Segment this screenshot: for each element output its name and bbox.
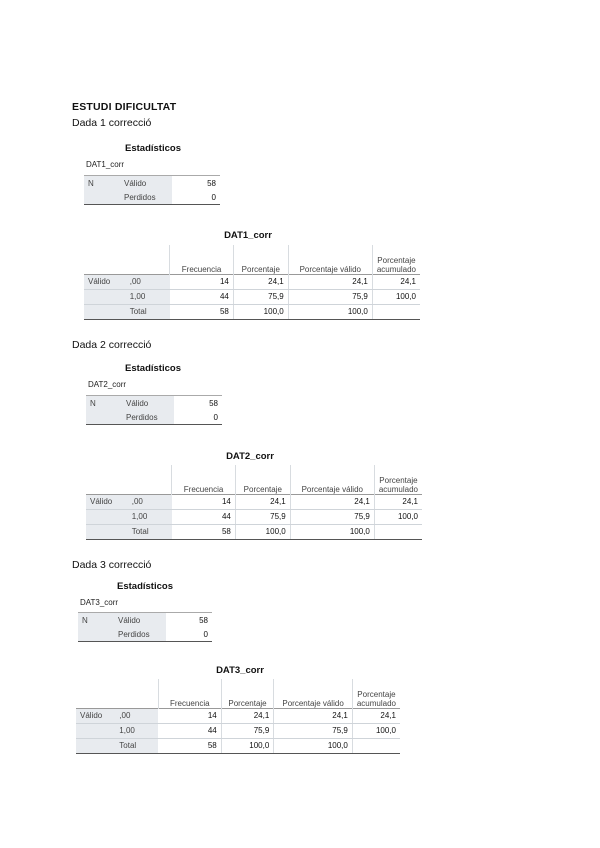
freq-header-row [84, 245, 420, 274]
header-porcentaje-valido: Porcentaje válido [290, 465, 374, 494]
cell-porcentaje-acumulado [352, 738, 400, 753]
stats-valid-value: 58 [166, 613, 212, 628]
stats-missing-label: Perdidos [122, 410, 174, 425]
cell-porcentaje: 75,9 [235, 509, 290, 524]
stats-missing-label: Perdidos [120, 190, 172, 205]
section-1-label: Dada 1 correcció [72, 117, 152, 129]
cell-porcentaje: 100,0 [233, 304, 288, 319]
section-2-freq-table [86, 465, 422, 540]
row-category: 1,00 [115, 723, 158, 738]
cell-porcentaje-valido: 24,1 [290, 494, 374, 509]
cell-porcentaje-acumulado [372, 304, 420, 319]
cell-frecuencia: 58 [158, 738, 221, 753]
stats-missing-value: 0 [172, 190, 220, 205]
table-row [86, 524, 422, 539]
cell-porcentaje-acumulado: 100,0 [352, 723, 400, 738]
header-porcentaje-valido: Porcentaje válido [288, 245, 372, 274]
cell-porcentaje-valido: 75,9 [290, 509, 374, 524]
row-group-label [76, 723, 115, 738]
row-category: 1,00 [126, 289, 170, 304]
table-row [84, 304, 420, 319]
cell-porcentaje-acumulado: 24,1 [374, 494, 422, 509]
cell-frecuencia: 14 [158, 708, 221, 723]
stats-n-label: N [78, 613, 114, 628]
table-row [84, 274, 420, 289]
stats-n-label [84, 190, 120, 205]
stats-valid-label: Válido [120, 176, 172, 191]
section-1-freq-table [84, 245, 420, 320]
header-porcentaje: Porcentaje [221, 679, 274, 708]
row-group-label [84, 289, 126, 304]
stats-row [86, 410, 222, 425]
cell-frecuencia: 14 [170, 274, 234, 289]
header-porcentaje-valido: Porcentaje válido [274, 679, 353, 708]
table-row [76, 708, 400, 723]
row-group-label: Válido [76, 708, 115, 723]
cell-porcentaje-acumulado [374, 524, 422, 539]
cell-porcentaje: 24,1 [233, 274, 288, 289]
table-row [86, 494, 422, 509]
stats-row [78, 627, 212, 642]
row-category: ,00 [115, 708, 158, 723]
section-1-stats-var: DAT1_corr [86, 160, 125, 169]
header-porcentaje-acumulado: Porcentaje acumulado [356, 689, 396, 708]
cell-porcentaje: 24,1 [221, 708, 274, 723]
cell-porcentaje-valido: 100,0 [290, 524, 374, 539]
section-2-stats-var: DAT2_corr [88, 380, 127, 389]
header-porcentaje-acumulado: Porcentaje acumulado [376, 255, 416, 274]
row-category: ,00 [126, 274, 170, 289]
section-3-stats-title: Estadísticos [117, 581, 173, 592]
row-group-label: Válido [84, 274, 126, 289]
table-row [76, 738, 400, 753]
cell-porcentaje-acumulado: 24,1 [352, 708, 400, 723]
row-group-label [86, 509, 128, 524]
stats-row [84, 190, 220, 205]
section-3-freq-title: DAT3_corr [216, 665, 264, 676]
cell-frecuencia: 44 [172, 509, 236, 524]
stats-n-label: N [84, 176, 120, 191]
section-2-freq-title: DAT2_corr [226, 451, 274, 462]
cell-porcentaje-acumulado: 100,0 [372, 289, 420, 304]
cell-frecuencia: 58 [172, 524, 236, 539]
section-3-label: Dada 3 correcció [72, 559, 152, 571]
stats-missing-label: Perdidos [114, 627, 166, 642]
row-category: Total [115, 738, 158, 753]
header-porcentaje-acumulado: Porcentaje acumulado [378, 475, 418, 494]
header-frecuencia: Frecuencia [172, 465, 236, 494]
section-2-stats-table [86, 395, 222, 425]
cell-porcentaje-valido: 100,0 [288, 304, 372, 319]
stats-n-label [78, 627, 114, 642]
cell-frecuencia: 58 [170, 304, 234, 319]
stats-valid-value: 58 [174, 396, 222, 411]
header-porcentaje: Porcentaje [235, 465, 290, 494]
section-3-freq-table [76, 679, 400, 754]
stats-missing-value: 0 [166, 627, 212, 642]
stats-valid-label: Válido [114, 613, 166, 628]
table-row [84, 289, 420, 304]
cell-frecuencia: 14 [172, 494, 236, 509]
cell-porcentaje-acumulado: 100,0 [374, 509, 422, 524]
cell-frecuencia: 44 [158, 723, 221, 738]
cell-porcentaje-acumulado: 24,1 [372, 274, 420, 289]
stats-row [84, 176, 220, 191]
row-group-label [76, 738, 115, 753]
stats-missing-value: 0 [174, 410, 222, 425]
cell-porcentaje: 100,0 [221, 738, 274, 753]
cell-porcentaje: 24,1 [235, 494, 290, 509]
section-1-stats-table [84, 175, 220, 205]
stats-n-label: N [86, 396, 122, 411]
cell-porcentaje: 75,9 [221, 723, 274, 738]
stats-n-label [86, 410, 122, 425]
header-frecuencia: Frecuencia [158, 679, 221, 708]
section-1-stats-title: Estadísticos [125, 143, 181, 154]
section-2-stats-title: Estadísticos [125, 363, 181, 374]
header-porcentaje: Porcentaje [233, 245, 288, 274]
freq-header-row [76, 679, 400, 708]
stats-valid-value: 58 [172, 176, 220, 191]
cell-porcentaje-valido: 24,1 [288, 274, 372, 289]
row-category: ,00 [128, 494, 172, 509]
row-group-label: Válido [86, 494, 128, 509]
cell-porcentaje-valido: 75,9 [274, 723, 353, 738]
cell-porcentaje: 100,0 [235, 524, 290, 539]
table-row [86, 509, 422, 524]
stats-row [86, 396, 222, 411]
table-row [76, 723, 400, 738]
row-group-label [86, 524, 128, 539]
freq-header-row [86, 465, 422, 494]
row-category: 1,00 [128, 509, 172, 524]
section-3-stats-table [78, 612, 212, 642]
row-category: Total [128, 524, 172, 539]
section-2-label: Dada 2 correcció [72, 339, 152, 351]
section-1-freq-title: DAT1_corr [224, 230, 272, 241]
document-heading: ESTUDI DIFICULTAT [72, 101, 177, 113]
stats-valid-label: Válido [122, 396, 174, 411]
header-frecuencia: Frecuencia [170, 245, 234, 274]
cell-frecuencia: 44 [170, 289, 234, 304]
cell-porcentaje-valido: 75,9 [288, 289, 372, 304]
section-3-stats-var: DAT3_corr [80, 598, 119, 607]
cell-porcentaje-valido: 100,0 [274, 738, 353, 753]
row-category: Total [126, 304, 170, 319]
cell-porcentaje-valido: 24,1 [274, 708, 353, 723]
row-group-label [84, 304, 126, 319]
cell-porcentaje: 75,9 [233, 289, 288, 304]
stats-row [78, 613, 212, 628]
